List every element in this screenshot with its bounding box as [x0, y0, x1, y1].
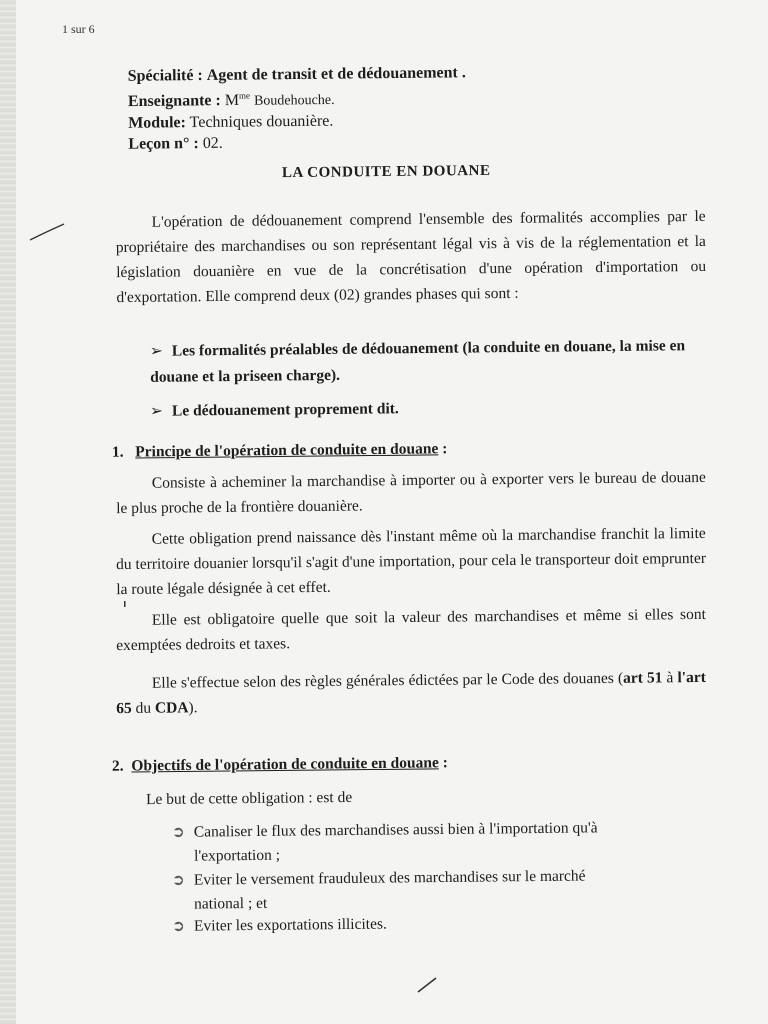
specialite-value: Agent de transit et de dédouanement . — [206, 64, 466, 84]
lecon-line — [128, 131, 466, 156]
enseignante-line — [128, 83, 466, 113]
section-1-paragraph-2: Cette obligation prend naissance dès l'instant même où la marchandise franchit la limite du territoire douanier lorsqu'il s'agit d'une importation, pour cela le transporteur doit emprunter la route légale désignée à cet effet. — [115, 524, 707, 599]
section-2-lead: Le but de cette obligation : est de — [145, 788, 353, 809]
objective-2-line-1: Eviter le versement frauduleux des marchandises sur le marché — [193, 867, 586, 889]
cda-text-end: ). — [188, 699, 198, 717]
enseignante-title-sup: me — [238, 90, 251, 101]
page-binding-edge — [0, 0, 16, 1024]
arrow-bullet-icon: ➢ — [149, 342, 163, 360]
circle-bullet-icon: ➲ — [171, 871, 185, 889]
section-2-number: 2. — [111, 757, 124, 775]
section-1-paragraph-1: Consiste à acheminer la marchandise à importer ou à exporter vers le bureau de douane le plus proche de la frontière douanière. — [116, 468, 706, 518]
phase-text-1: Les formalités préalables de dédouanement (la conduite en douane, la mise en douane et la priseen charge). — [150, 337, 686, 386]
module-label: Module: — [128, 114, 187, 133]
cda-text-du: du — [131, 699, 155, 717]
phase-item-1 — [150, 333, 691, 391]
section-1-colon: : — [442, 440, 448, 458]
document-title: LA CONDUITE EN DOUANE — [281, 162, 491, 182]
ink-speck — [122, 600, 128, 610]
cda-article-65: l'art 65 — [116, 668, 706, 718]
cda-abbrev: CDA — [154, 699, 189, 717]
objective-item-1 — [172, 815, 712, 869]
specialite-line — [128, 62, 466, 87]
section-2-title: Objectifs de l'opération de conduite en douane — [131, 754, 439, 775]
page-number: 1 sur 6 — [62, 22, 95, 36]
course-header — [128, 62, 467, 155]
intro-paragraph: L'opération de dédouanement comprend l'ensemble des formalités accomplies par le propriétaire des marchandises ou son représentant légal vis à vis de la réglementation et la législation douanière en vue de la concrétisation d'une opération d'importation ou d'exportation. Elle comprend deux (02) grandes phases qui sont : — [115, 207, 707, 307]
section-2-heading — [112, 754, 448, 776]
cda-text-before: Elle s'effectue selon des règles générales édictées par le Code des douanes ( — [151, 669, 624, 692]
objective-1-line-1: Canaliser le flux des marchandises aussi bien à l'importation qu'à — [193, 819, 598, 841]
section-2-colon: : — [442, 754, 448, 772]
specialite-label: Spécialité : — [127, 66, 203, 85]
circle-bullet-icon: ➲ — [171, 917, 186, 935]
pen-mark-left — [28, 220, 68, 244]
phase-text-2: Le dédouanement proprement dit. — [171, 400, 399, 420]
enseignante-label: Enseignante : — [127, 92, 221, 111]
objective-item-3 — [172, 909, 712, 939]
pen-mark-bottom — [416, 974, 440, 996]
lecon-value: 02. — [202, 135, 223, 153]
objective-item-2 — [172, 863, 712, 917]
objective-3-line-1: Eviter les exportations illicites. — [193, 915, 387, 935]
objective-1-line-2: l'exportation ; — [194, 846, 281, 865]
module-value: Techniques douanière. — [189, 112, 334, 132]
enseignante-title: M — [224, 91, 240, 110]
section-1-heading — [112, 440, 448, 462]
section-1-paragraph-3: Elle est obligatoire quelle que soit la valeur des marchandises et même si elles sont exemptées dedroits et taxes. — [116, 605, 706, 655]
section-1-paragraph-4 — [116, 665, 706, 721]
enseignante-name: Boudehouche. — [253, 92, 335, 109]
cda-article-51: art 51 — [623, 669, 663, 687]
circle-bullet-icon: ➲ — [171, 823, 185, 841]
cda-text-mid: à — [662, 669, 678, 687]
section-1-title: Principe de l'opération de conduite en douane — [135, 440, 439, 461]
objective-2-line-2: national ; et — [194, 894, 268, 913]
phase-item-2 — [150, 393, 690, 425]
arrow-bullet-icon: ➢ — [149, 402, 164, 420]
section-1-number: 1. — [111, 443, 124, 461]
lecon-label: Leçon n° : — [128, 135, 199, 154]
